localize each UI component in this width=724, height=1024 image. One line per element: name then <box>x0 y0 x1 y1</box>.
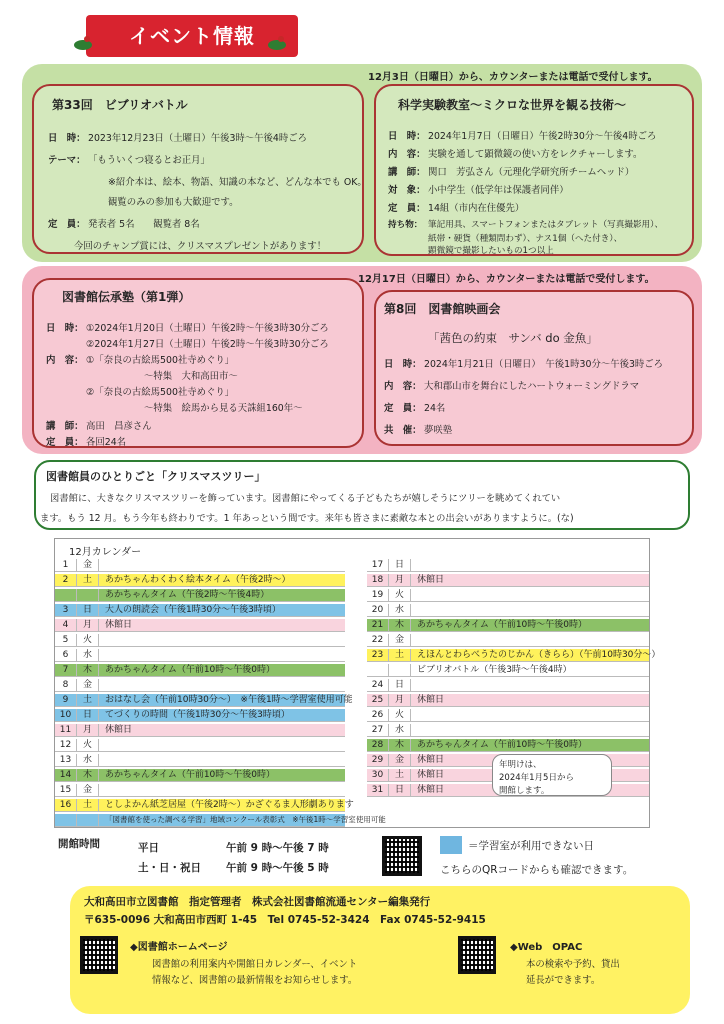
calendar-day: 22 <box>367 634 389 646</box>
juku-content1: ①「奈良の古絵馬500社寺めぐり」 <box>86 355 235 366</box>
calendar-weekday: 金 <box>77 559 99 571</box>
juku-lecturer: 高田 昌彦さん <box>86 421 152 432</box>
movie-row-label: 日 時： <box>384 359 422 370</box>
calendar-row-highlight <box>99 724 345 736</box>
calendar-row-highlight <box>411 559 649 571</box>
green-reception-note: 12月3日（日曜日）から、カウンターまたは電話で受付します。 <box>368 72 658 83</box>
science-row-value: 2024年1月7日（日曜日）午後2時30分〜午後4時ごろ <box>428 131 657 142</box>
calendar-row <box>55 799 354 812</box>
calendar-row-highlight <box>99 559 345 571</box>
green-event-section <box>22 64 702 262</box>
calendar-row-highlight <box>99 649 345 661</box>
legend-text: ＝学習室が利用できない日 <box>468 840 594 852</box>
juku-content-label: 内 容： <box>46 355 84 366</box>
calendar-row <box>367 619 649 632</box>
calendar-row-highlight <box>411 679 649 691</box>
calendar-day: 14 <box>55 769 77 781</box>
calendar-day: 31 <box>367 784 389 796</box>
hours-weekday-time: 午前 9 時〜午後 7 時 <box>226 842 329 854</box>
calendar-day: 4 <box>55 619 77 631</box>
calendar-weekday: 水 <box>389 604 411 616</box>
biblio-capacity-label: 定 員： <box>48 219 86 230</box>
calendar-day: 18 <box>367 574 389 586</box>
holly-leaf-icon <box>268 40 286 50</box>
calendar-weekday: 金 <box>77 784 99 796</box>
science-row-value: 実験を通して顕微鏡の使い方をレクチャーします。 <box>428 149 643 160</box>
calendar-weekday: 金 <box>77 679 99 691</box>
juku-date-label: 日 時： <box>46 323 84 334</box>
movie-title: 第8回 図書館映画会 <box>384 302 501 316</box>
movie-row-value: 夢咲塾 <box>424 425 453 436</box>
holly-leaf-icon <box>74 40 92 50</box>
calendar-weekday <box>389 664 411 676</box>
calendar-event: 休館日 <box>417 785 445 795</box>
juku-content2: ②「奈良の古絵馬500社寺めぐり」 <box>86 387 235 398</box>
calendar-event: 休館日 <box>105 725 133 735</box>
calendar-row-highlight <box>99 754 345 766</box>
biblio-theme: 「もういくつ寝るとお正月」 <box>88 155 210 166</box>
calendar-row <box>367 559 649 572</box>
calendar-day: 15 <box>55 784 77 796</box>
juku-content2b: 〜特集 絵馬から見る天誅組160年〜 <box>144 403 303 414</box>
movie-row-value: 大和郡山市を舞台にしたハートウォーミングドラマ <box>424 381 640 392</box>
movie-row-value: 24名 <box>424 403 446 414</box>
calendar-weekday: 火 <box>389 709 411 721</box>
juku-capacity: 各回24名 <box>86 437 127 448</box>
denshojuku-card <box>32 278 364 448</box>
science-row-label: 内 容： <box>388 149 426 160</box>
hours-weekend-label: 土・日・祝日 <box>138 862 201 874</box>
calendar-day <box>55 589 77 601</box>
calendar-weekday: 火 <box>77 739 99 751</box>
calendar-row <box>55 619 345 632</box>
calendar-weekday: 月 <box>77 724 99 736</box>
staff-note <box>34 460 690 530</box>
calendar-row-highlight <box>411 724 649 736</box>
science-title: 科学実験教室〜ミクロな世界を観る技術〜 <box>398 98 627 112</box>
calendar-row <box>55 634 345 647</box>
legend-swatch <box>440 836 462 854</box>
new-year-note <box>492 754 612 796</box>
biblio-capacity: 発表者 5名 観覧者 8名 <box>88 219 200 230</box>
homepage-desc1: 図書館の利用案内や開館日カレンダー、イベント <box>152 959 358 970</box>
staff-note-line2: ます。もう 12 月。もう今年も終わりです。1 年あっという間です。来年も皆さまに素敵な本との出会いがありますように。(な) <box>40 513 574 524</box>
calendar-day: 25 <box>367 694 389 706</box>
calendar-day: 7 <box>55 664 77 676</box>
opac-title[interactable]: ◆Web OPAC <box>510 942 583 953</box>
calendar-day: 21 <box>367 619 389 631</box>
science-row-value: 小中学生（低学年は保護者同伴） <box>428 185 569 196</box>
science-row-label: 対 象： <box>388 185 426 196</box>
movie-card <box>374 290 694 446</box>
holly-berry-icon <box>278 36 284 42</box>
juku-content1b: 〜特集 大和高田市〜 <box>144 371 238 382</box>
calendar-row <box>367 634 649 647</box>
calendar-weekday: 月 <box>389 574 411 586</box>
footer-publisher: 大和高田市立図書館 指定管理者 株式会社図書館流通センター編集発行 <box>84 896 431 908</box>
opac-desc1: 本の検索や予約、貸出 <box>526 959 620 970</box>
biblio-theme-label: テーマ： <box>48 155 86 166</box>
calendar-day: 13 <box>55 754 77 766</box>
calendar-event: おはなし会（午前10時30分〜） ※午後1時〜学習室使用可能 <box>105 695 353 705</box>
calendar-weekday: 火 <box>389 589 411 601</box>
calendar-row <box>55 679 345 692</box>
science-belongings-2: 紙帯・硬貨（種類問わず）、ナス1個（へた付き）、 <box>428 234 623 244</box>
calendar-row <box>55 694 353 707</box>
hours-label: 開館時間 <box>58 838 100 850</box>
calendar-day: 19 <box>367 589 389 601</box>
calendar-day: 9 <box>55 694 77 706</box>
calendar-row <box>55 814 386 827</box>
calendar-weekday: 月 <box>389 694 411 706</box>
events-banner <box>86 15 298 57</box>
calendar-day: 11 <box>55 724 77 736</box>
calendar-row-highlight <box>411 634 649 646</box>
calendar-weekday <box>77 814 99 826</box>
homepage-desc2: 情報など、図書館の最新情報をお知らせします。 <box>152 975 358 986</box>
biblio-title: 第33回 ビブリオバトル <box>52 98 188 112</box>
pink-reception-note: 12月17日（日曜日）から、カウンターまたは電話で受付します。 <box>358 274 655 285</box>
biblio-battle-card <box>32 84 367 254</box>
calendar-day: 2 <box>55 574 77 586</box>
hours-weekday-label: 平日 <box>138 842 159 854</box>
biblio-champ-note: 今回のチャンプ賞には、クリスマスプレゼントがあります！ <box>74 241 327 252</box>
calendar-weekday: 土 <box>389 769 411 781</box>
juku-lecturer-label: 講 師： <box>46 421 84 432</box>
calendar-weekday: 土 <box>77 694 99 706</box>
calendar-day: 8 <box>55 679 77 691</box>
calendar-title: 12月カレンダー <box>69 547 142 558</box>
calendar-day: 29 <box>367 754 389 766</box>
calendar-event: 「図書館を使った調べる学習」地域コンクール表彰式 ※午後1時〜学習室使用可能 <box>105 815 386 824</box>
calendar-weekday: 木 <box>389 739 411 751</box>
calendar-weekday: 日 <box>77 709 99 721</box>
juku-date2: ②2024年1月27日（土曜日）午後2時〜午後3時30分ごろ <box>86 339 329 350</box>
homepage-qr-code[interactable] <box>80 936 118 974</box>
footer-address: 〒635-0096 大和高田市西町 1-45 Tel 0745-52-3424 Fax 0745-52-9415 <box>84 914 486 926</box>
qr-note: こちらのQRコードからも確認できます。 <box>440 864 634 876</box>
calendar-day: 27 <box>367 724 389 736</box>
calendar-weekday: 水 <box>389 724 411 736</box>
science-row-label: 講 師： <box>388 167 426 178</box>
calendar-weekday: 月 <box>77 619 99 631</box>
calendar-day: 6 <box>55 649 77 661</box>
footer <box>70 886 690 1014</box>
calendar-row <box>367 574 649 587</box>
calendar-row <box>367 664 649 677</box>
science-belongings-3: 顕微鏡で撮影したいもの1つ以上 <box>428 246 554 256</box>
calendar-day: 17 <box>367 559 389 571</box>
science-row-label: 日 時： <box>388 131 426 142</box>
movie-row-label: 共 催： <box>384 425 422 436</box>
calendar-weekday: 日 <box>389 559 411 571</box>
science-row-label: 定 員： <box>388 203 426 214</box>
calendar-row <box>367 724 649 737</box>
banner-title: イベント情報 <box>129 24 255 48</box>
calendar-day: 3 <box>55 604 77 616</box>
calendar-weekday: 土 <box>77 574 99 586</box>
calendar-day: 5 <box>55 634 77 646</box>
calendar-row <box>55 709 345 722</box>
calendar-row-highlight <box>99 784 345 796</box>
calendar-event: てづくりの時間（午後1時30分〜午後3時頃） <box>105 710 290 720</box>
calendar-day: 23 <box>367 649 389 661</box>
calendar-row-highlight <box>99 739 345 751</box>
calendar-event: あかちゃんタイム（午前10時〜午後0時） <box>105 665 275 675</box>
staff-note-line1: 図書館に、大きなクリスマスツリーを飾っています。図書館にやってくる子どもたちが嬉しそうにツリーを眺めてくれてい <box>50 493 561 504</box>
movie-row-label: 内 容： <box>384 381 422 392</box>
calendar-row-highlight <box>411 694 649 706</box>
opac-qr-code[interactable] <box>458 936 496 974</box>
calendar-weekday: 木 <box>77 769 99 781</box>
biblio-note1: ※紹介本は、絵本、物語、知識の本など、どんな本でも OK。 <box>108 177 367 188</box>
calendar-row <box>55 604 345 617</box>
calendar-event: 大人の朗読会（午後1時30分〜午後3時頃） <box>105 605 281 615</box>
holly-berry-icon <box>84 36 90 42</box>
calendar-row <box>55 649 345 662</box>
hours-weekend-time: 午前 9 時〜午後 5 時 <box>226 862 329 874</box>
calendar-day: 26 <box>367 709 389 721</box>
opac-desc2: 延長ができます。 <box>526 975 601 986</box>
calendar-event: あかちゃんタイム（午前10時〜午後0時） <box>417 620 587 630</box>
calendar-weekday: 土 <box>389 649 411 661</box>
calendar-weekday: 木 <box>389 619 411 631</box>
calendar-event: 休館日 <box>417 575 445 585</box>
juku-title: 図書館伝承塾（第1弾） <box>62 290 191 304</box>
calendar-day: 20 <box>367 604 389 616</box>
science-row-value: 14組（市内在住優先） <box>428 203 525 214</box>
calendar-event: えほんとわらべうたのじかん（きらら）（午前10時30分〜） <box>417 650 661 660</box>
calendar-row-highlight <box>99 634 345 646</box>
calendar-day: 30 <box>367 769 389 781</box>
calendar-row <box>367 694 649 707</box>
calendar-row <box>55 724 345 737</box>
calendar-event: 休館日 <box>417 770 445 780</box>
calendar-event: ビブリオバトル（午後3時〜午後4時） <box>417 665 572 675</box>
science-class-card <box>374 84 694 256</box>
calendar-row <box>55 589 345 602</box>
calendar-weekday: 火 <box>77 634 99 646</box>
calendar-weekday: 日 <box>389 784 411 796</box>
calendar-event: 休館日 <box>417 755 445 765</box>
calendar-weekday: 土 <box>77 799 99 811</box>
calendar-row <box>367 589 649 602</box>
calendar-row-highlight <box>411 574 649 586</box>
science-row-value: 関口 芳弘さん（元理化学研究所チームヘッド） <box>428 167 635 178</box>
calendar-row <box>55 574 345 587</box>
staff-note-title: 図書館員のひとりごと「クリスマスツリー」 <box>46 470 266 483</box>
juku-capacity-label: 定 員： <box>46 437 84 448</box>
new-year-line2: 2024年1月5日から <box>499 773 574 783</box>
homepage-title[interactable]: ◆図書館ホームページ <box>130 942 228 953</box>
biblio-note2: 観覧のみの参加も大歓迎です。 <box>108 197 239 208</box>
calendar-row-highlight <box>411 709 649 721</box>
calendar-row-highlight <box>99 679 345 691</box>
calendar-event: あかちゃんタイム（午後2時〜午後4時） <box>105 590 270 600</box>
calendar-row-highlight <box>99 619 345 631</box>
new-year-line1: 年明けは、 <box>499 760 542 770</box>
calendar-event: 休館日 <box>105 620 133 630</box>
calendar-event: あかちゃんタイム（午前10時〜午後0時） <box>105 770 275 780</box>
calendar-event: あかちゃんわくわく絵本タイム（午後2時〜） <box>105 575 291 585</box>
calendar-row <box>367 649 661 662</box>
calendar-weekday: 日 <box>77 604 99 616</box>
calendar-day: 10 <box>55 709 77 721</box>
calendar-event: 休館日 <box>417 695 445 705</box>
calendar-row <box>55 739 345 752</box>
calendar-row-highlight <box>411 589 649 601</box>
movie-row-label: 定 員： <box>384 403 422 414</box>
calendar-event: としよかん紙芝居屋（午後2時〜）かざぐるま人形劇あります <box>105 800 354 810</box>
calendar-weekday <box>77 589 99 601</box>
calendar-row <box>55 784 345 797</box>
movie-row-value: 2024年1月21日（日曜日） 午後1時30分〜午後3時ごろ <box>424 359 664 370</box>
movie-film-title: 「茜色の約束 サンバ do 金魚」 <box>428 331 598 345</box>
calendar-row <box>367 709 649 722</box>
calendar-weekday: 水 <box>77 649 99 661</box>
calendar-weekday: 水 <box>77 754 99 766</box>
calendar-row <box>367 679 649 692</box>
calendar-row <box>55 754 345 767</box>
biblio-date-label: 日 時： <box>48 133 86 144</box>
calendar-weekday: 木 <box>77 664 99 676</box>
biblio-date: 2023年12月23日（土曜日）午後3時〜午後4時ごろ <box>88 133 308 144</box>
calendar-day: 16 <box>55 799 77 811</box>
new-year-line3: 開館します。 <box>499 786 550 796</box>
calendar-day: 12 <box>55 739 77 751</box>
calendar-event: あかちゃんタイム（午前10時〜午後0時） <box>417 740 587 750</box>
calendar-day: 1 <box>55 559 77 571</box>
calendar-row <box>55 769 345 782</box>
calendar-weekday: 金 <box>389 634 411 646</box>
calendar-day <box>367 664 389 676</box>
science-row-value: 筆記用具、スマートフォンまたはタブレット（写真撮影用）、 <box>428 220 664 230</box>
calendar-weekday: 日 <box>389 679 411 691</box>
calendar-row <box>367 604 649 617</box>
calendar-row <box>55 559 345 572</box>
juku-date1: ①2024年1月20日（土曜日）午後2時〜午後3時30分ごろ <box>86 323 329 334</box>
calendar-row-highlight <box>411 604 649 616</box>
calendar-day <box>55 814 77 826</box>
calendar-weekday: 金 <box>389 754 411 766</box>
calendar-day: 28 <box>367 739 389 751</box>
pink-event-section <box>22 266 702 454</box>
calendar-day: 24 <box>367 679 389 691</box>
calendar-row <box>55 664 345 677</box>
calendar-qr-code[interactable] <box>382 836 422 876</box>
calendar-row <box>367 739 649 752</box>
science-row-label: 持ち物： <box>388 220 423 230</box>
